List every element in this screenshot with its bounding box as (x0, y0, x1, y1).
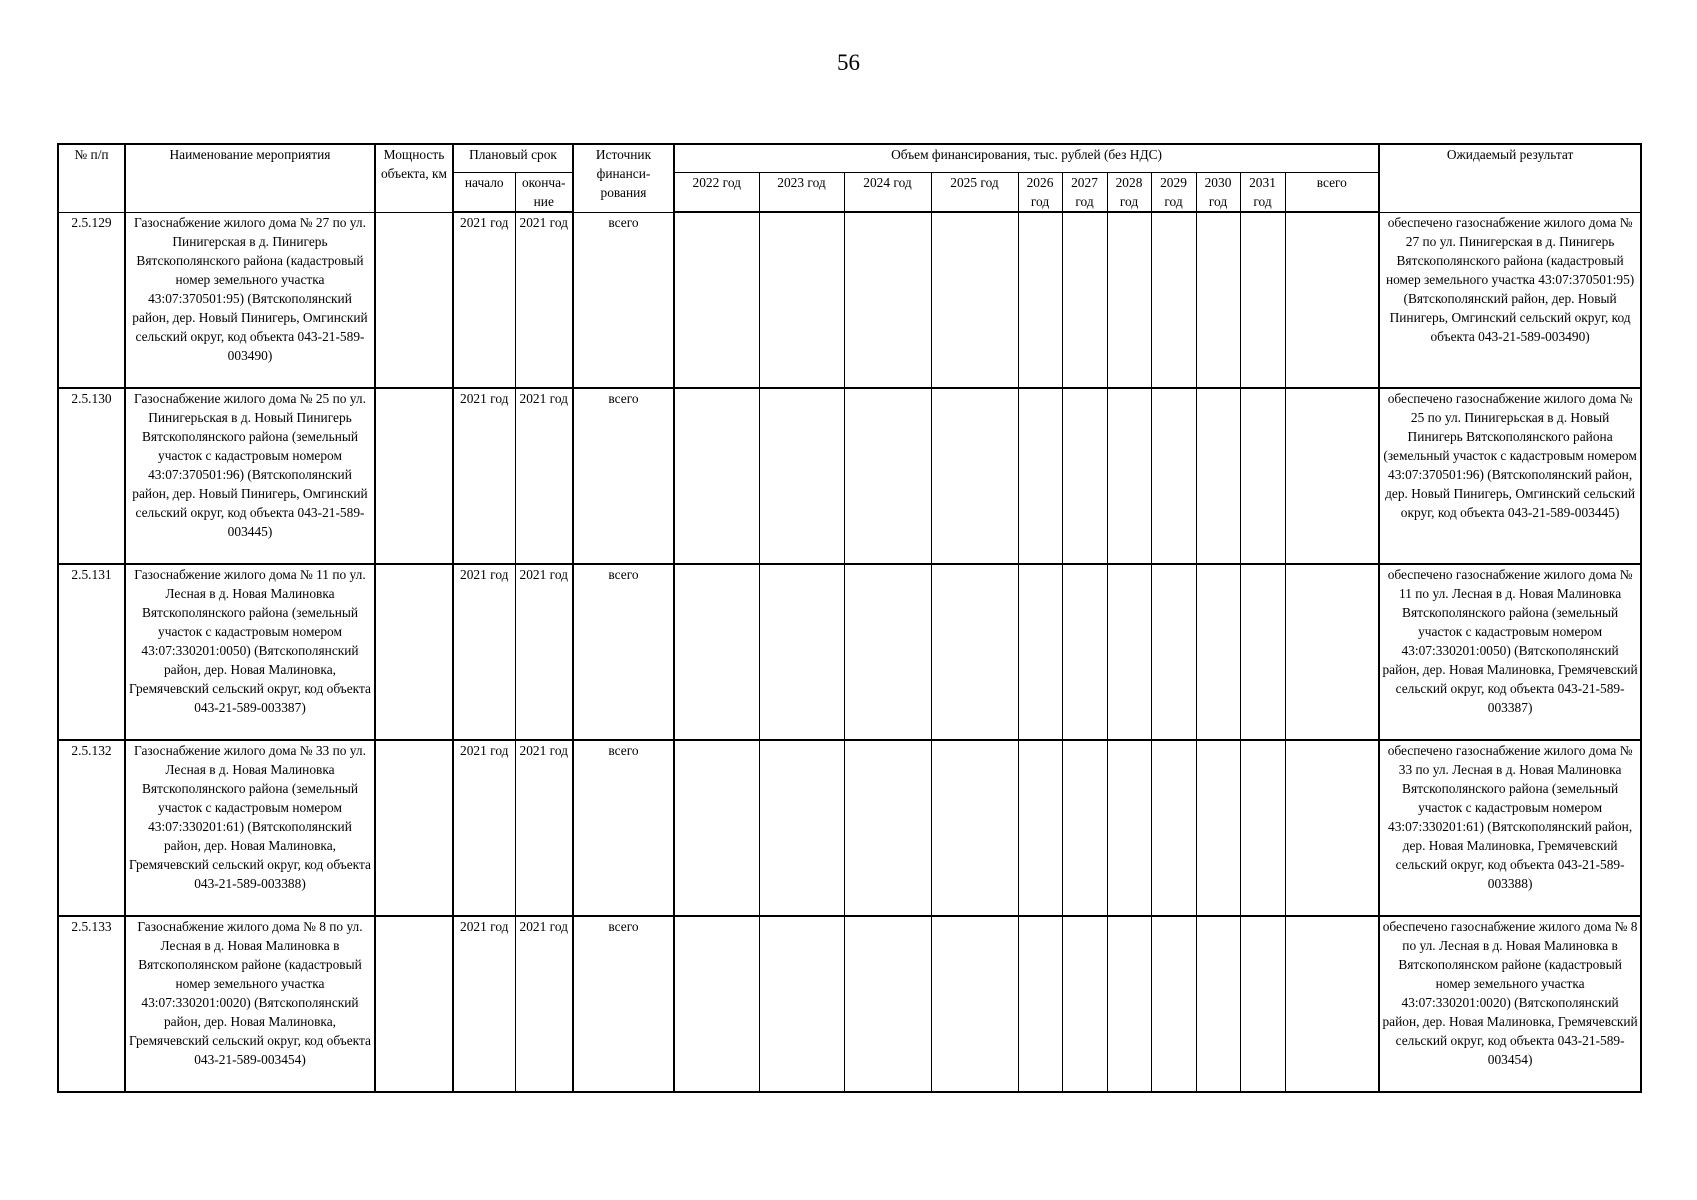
header-year: 2022 год (674, 173, 759, 213)
row-result: обеспечено газоснабжение жилого дома № 8 по ул. Лесная в д. Новая Малиновка в Вятскополянском районе (кадастровый номер земельного участка 43:07:330201:0020) (Вятскополянский район, дер. Новая Малиновка, Гремячевский сельский округ, код объекта 043-21-589-003454) (1379, 916, 1641, 1092)
row-amount-cell (1107, 212, 1151, 388)
row-amount-cell (1018, 916, 1062, 1092)
row-capacity (375, 740, 453, 916)
program-table (57, 143, 1642, 1093)
row-amount-cell (1018, 212, 1062, 388)
row-amount-cell (1240, 212, 1285, 388)
header-start: начало (453, 173, 515, 213)
row-num: 2.5.129 (58, 212, 125, 388)
row-capacity (375, 564, 453, 740)
row-amount-cell (1018, 388, 1062, 564)
row-source: всего (573, 916, 674, 1092)
row-name: Газоснабжение жилого дома № 8 по ул. Лесная в д. Новая Малиновка в Вятскополянском районе (кадастровый номер земельного участка 43:07:330201:0020) (Вятскополянский район, дер. Новая Малиновка, Гремячевский сельский округ, код объекта 043-21-589-003454) (125, 916, 375, 1092)
row-amount-cell (1240, 740, 1285, 916)
row-amount-cell (844, 212, 931, 388)
row-total-cell (1285, 212, 1379, 388)
row-amount-cell (1151, 388, 1196, 564)
row-amount-cell (1107, 916, 1151, 1092)
row-num: 2.5.130 (58, 388, 125, 564)
row-amount-cell (1062, 740, 1107, 916)
row-num: 2.5.131 (58, 564, 125, 740)
row-amount-cell (674, 564, 759, 740)
row-amount-cell (759, 388, 844, 564)
row-amount-cell (674, 388, 759, 564)
row-end: 2021 год (515, 740, 573, 916)
row-amount-cell (931, 388, 1018, 564)
row-source: всего (573, 740, 674, 916)
table-row (58, 388, 1641, 564)
row-name: Газоснабжение жилого дома № 11 по ул. Лесная в д. Новая Малиновка Вятскополянского района (земельный участок с кадастровым номером 43:07:330201:0050) (Вятскополянский район, дер. Новая Малиновка, Гремячевский сельский округ, код объекта 043-21-589-003387) (125, 564, 375, 740)
row-name: Газоснабжение жилого дома № 33 по ул. Лесная в д. Новая Малиновка Вятскополянского района (земельный участок с кадастровым номером 43:07:330201:61) (Вятскополянский район, дер. Новая Малиновка, Гремячевский сельский округ, код объекта 043-21-589-003388) (125, 740, 375, 916)
table-row (58, 212, 1641, 388)
row-amount-cell (931, 212, 1018, 388)
row-amount-cell (1151, 916, 1196, 1092)
row-amount-cell (844, 388, 931, 564)
row-end: 2021 год (515, 212, 573, 388)
header-funding: Объем финансирования, тыс. рублей (без НДС) (674, 144, 1379, 173)
row-amount-cell (1240, 388, 1285, 564)
row-amount-cell (931, 916, 1018, 1092)
row-source: всего (573, 212, 674, 388)
row-amount-cell (1107, 740, 1151, 916)
row-end: 2021 год (515, 916, 573, 1092)
row-amount-cell (1196, 916, 1240, 1092)
row-amount-cell (844, 740, 931, 916)
header-source: Источник финанси-рования (573, 144, 674, 212)
row-result: обеспечено газоснабжение жилого дома № 27 по ул. Пинигерская в д. Пинигерь Вятскополянского района (кадастровый номер земельного участка 43:07:370501:95) (Вятскополянский район, дер. Новый Пинигерь, Омгинский сельский округ, код объекта 043-21-589-003490) (1379, 212, 1641, 388)
table-row (58, 740, 1641, 916)
row-amount-cell (1107, 388, 1151, 564)
row-amount-cell (1062, 388, 1107, 564)
page-number: 56 (837, 50, 860, 75)
header-year: 2030 год (1196, 173, 1240, 213)
header-total: всего (1285, 173, 1379, 213)
row-capacity (375, 212, 453, 388)
row-total-cell (1285, 916, 1379, 1092)
row-amount-cell (674, 916, 759, 1092)
header-name: Наименование мероприятия (125, 144, 375, 212)
row-total-cell (1285, 564, 1379, 740)
row-amount-cell (759, 916, 844, 1092)
header-result: Ожидаемый результат (1379, 144, 1641, 212)
row-amount-cell (1018, 564, 1062, 740)
row-amount-cell (1107, 564, 1151, 740)
header-year: 2027 год (1062, 173, 1107, 213)
row-start: 2021 год (453, 388, 515, 564)
row-total-cell (1285, 740, 1379, 916)
row-source: всего (573, 564, 674, 740)
header-capacity: Мощность объекта, км (375, 144, 453, 212)
row-amount-cell (1240, 564, 1285, 740)
row-name: Газоснабжение жилого дома № 25 по ул. Пинигерьская в д. Новый Пинигерь Вятскополянского района (земельный участок с кадастровым номером 43:07:370501:96) (Вятскополянский район, дер. Новый Пинигерь, Омгинский сельский округ, код объекта 043-21-589-003445) (125, 388, 375, 564)
row-amount-cell (759, 212, 844, 388)
row-start: 2021 год (453, 916, 515, 1092)
row-start: 2021 год (453, 740, 515, 916)
row-amount-cell (844, 916, 931, 1092)
row-start: 2021 год (453, 212, 515, 388)
header-year: 2028 год (1107, 173, 1151, 213)
row-capacity (375, 388, 453, 564)
header-year: 2026 год (1018, 173, 1062, 213)
header-year: 2025 год (931, 173, 1018, 213)
row-end: 2021 год (515, 564, 573, 740)
header-year: 2024 год (844, 173, 931, 213)
row-result: обеспечено газоснабжение жилого дома № 11 по ул. Лесная в д. Новая Малиновка Вятскополянского района (земельный участок с кадастровым номером 43:07:330201:0050) (Вятскополянский район, дер. Новая Малиновка, Гремячевский сельский округ, код объекта 043-21-589-003387) (1379, 564, 1641, 740)
row-amount-cell (759, 564, 844, 740)
row-amount-cell (1062, 564, 1107, 740)
row-name: Газоснабжение жилого дома № 27 по ул. Пинигерская в д. Пинигерь Вятскополянского района (кадастровый номер земельного участка 43:07:370501:95) (Вятскополянский район, дер. Новый Пинигерь, Омгинский сельский округ, код объекта 043-21-589-003490) (125, 212, 375, 388)
header-year: 2023 год (759, 173, 844, 213)
header-num: № п/п (58, 144, 125, 212)
header-plan-term: Плановый срок (453, 144, 573, 173)
row-end: 2021 год (515, 388, 573, 564)
row-amount-cell (1196, 740, 1240, 916)
header-year: 2029 год (1151, 173, 1196, 213)
row-amount-cell (674, 740, 759, 916)
row-result: обеспечено газоснабжение жилого дома № 25 по ул. Пинигерьская в д. Новый Пинигерь Вятскополянского района (земельный участок с кадастровым номером 43:07:370501:96) (Вятскополянский район, дер. Новый Пинигерь, Омгинский сельский округ, код объекта 043-21-589-003445) (1379, 388, 1641, 564)
row-amount-cell (1062, 916, 1107, 1092)
header-row-1 (58, 144, 1641, 173)
row-amount-cell (1062, 212, 1107, 388)
row-amount-cell (1196, 564, 1240, 740)
table-row (58, 916, 1641, 1092)
row-amount-cell (674, 212, 759, 388)
row-source: всего (573, 388, 674, 564)
table-row (58, 564, 1641, 740)
row-capacity (375, 916, 453, 1092)
row-amount-cell (1196, 388, 1240, 564)
row-amount-cell (844, 564, 931, 740)
row-amount-cell (759, 740, 844, 916)
row-amount-cell (931, 564, 1018, 740)
row-amount-cell (931, 740, 1018, 916)
row-amount-cell (1018, 740, 1062, 916)
row-amount-cell (1151, 740, 1196, 916)
header-end: оконча-ние (515, 173, 573, 213)
row-result: обеспечено газоснабжение жилого дома № 33 по ул. Лесная в д. Новая Малиновка Вятскополянского района (земельный участок с кадастровым номером 43:07:330201:61) (Вятскополянский район, дер. Новая Малиновка, Гремячевский сельский округ, код объекта 043-21-589-003388) (1379, 740, 1641, 916)
row-num: 2.5.132 (58, 740, 125, 916)
row-num: 2.5.133 (58, 916, 125, 1092)
row-amount-cell (1240, 916, 1285, 1092)
row-start: 2021 год (453, 564, 515, 740)
row-amount-cell (1196, 212, 1240, 388)
header-year: 2031 год (1240, 173, 1285, 213)
row-amount-cell (1151, 212, 1196, 388)
row-amount-cell (1151, 564, 1196, 740)
row-total-cell (1285, 388, 1379, 564)
